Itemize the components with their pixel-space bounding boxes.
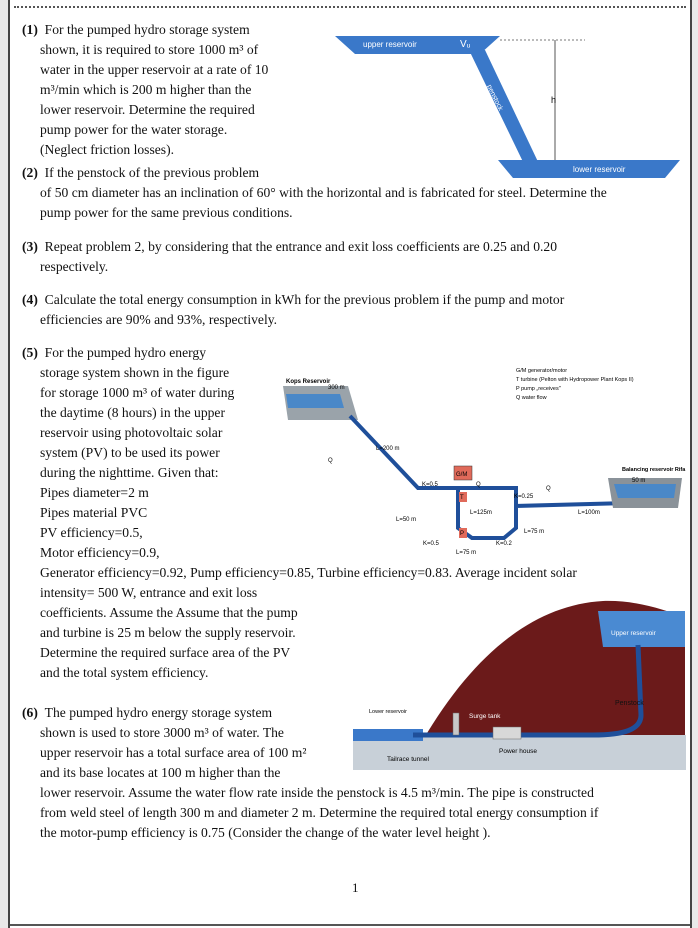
velocity-label: Vᵤ <box>460 39 471 50</box>
lower-reservoir-label: lower reservoir <box>573 165 626 174</box>
surge-tank <box>453 713 459 735</box>
upper-reservoir-title: Kops Reservoir <box>286 379 331 385</box>
gm-label: G/M <box>456 472 468 478</box>
length-50-label: L=50 m <box>396 517 417 523</box>
legend-item: G/M generator/motor <box>516 368 568 374</box>
lower-reservoir-water <box>353 729 423 741</box>
problem-1-line: shown, it is required to store 1000 m³ of <box>40 42 259 57</box>
problem-5-number: (5) <box>22 345 38 360</box>
problem-6-line: upper reservoir has a total surface area of 100 m² <box>40 745 307 760</box>
problem-2-number: (2) <box>22 165 38 180</box>
penstock-label: Penstock <box>615 700 644 707</box>
problem-5-line: Determine the required surface area of the PV <box>40 645 291 660</box>
problem-4-number: (4) <box>22 292 38 307</box>
problem-5-line: coefficients. Assume the Assume that the pump <box>40 605 298 620</box>
length-100-label: L=100m <box>578 510 600 516</box>
height-label: h <box>551 95 557 105</box>
problem-5-line: PV efficiency=0.5, <box>40 525 143 540</box>
flow-label: Q <box>546 486 551 492</box>
legend-item: T turbine (Pelton with Hydropower Plant Kops II) <box>516 377 634 383</box>
balancing-reservoir-title: Balancing reservoir Rifa <box>622 467 686 473</box>
problem-5-line: for storage 1000 m³ of water during <box>40 385 235 400</box>
figure-pumped-storage-mountain <box>353 595 686 770</box>
flow-label: Q <box>328 458 333 464</box>
pump-label: P <box>460 531 465 537</box>
figure-pumped-storage-system <box>278 358 686 558</box>
problem-3-number: (3) <box>22 239 38 254</box>
penstock-shape <box>469 50 540 166</box>
problem-6-line: The pumped hydro energy storage system <box>44 705 273 720</box>
problem-5-line: reservoir using photovoltaic solar <box>40 425 223 440</box>
problem-1-line: (Neglect friction losses). <box>40 142 175 157</box>
problem-4-line: efficiencies are 90% and 93%, respectively. <box>40 312 278 327</box>
problem-5-line: the daytime (8 hours) in the upper <box>40 405 225 420</box>
problem-1-line: water in the upper reservoir at a rate of 10 <box>40 62 269 77</box>
problem-5-line: Pipes material PVC <box>40 505 148 520</box>
problem-6-line: shown is used to store 3000 m³ of water. The <box>40 725 284 740</box>
upper-reservoir-level: 300 m <box>328 385 345 391</box>
problem-6-line: the motor-pump efficiency is 0.75 (Consider the change of the water level height ). <box>40 825 491 840</box>
turbine-label: T <box>460 495 464 501</box>
length-75-label: L=75 m <box>456 550 477 556</box>
problem-1 <box>22 20 312 160</box>
pipe-network <box>350 416 628 538</box>
problem-6-line: and its base locates at 100 m higher than the <box>40 765 281 780</box>
problem-5-column <box>22 343 262 563</box>
top-dotted-rule <box>14 6 686 8</box>
upper-reservoir-water <box>598 611 685 647</box>
surge-tank-label: Surge tank <box>469 713 501 720</box>
problem-2 <box>22 163 684 223</box>
upper-reservoir-label: upper reservoir <box>363 40 417 49</box>
legend-item: P pump „receives" <box>516 386 561 392</box>
length-75-label: L=75 m <box>524 529 545 535</box>
k05-label: K=0.5 <box>422 482 438 488</box>
problem-5-after <box>40 583 340 683</box>
problem-5-line: intensity= 500 W, entrance and exit loss <box>40 585 258 600</box>
problem-4 <box>22 290 684 330</box>
problem-5-line: storage system shown in the figure <box>40 365 230 380</box>
problem-1-number: (1) <box>22 22 38 37</box>
k025-label: K=0.25 <box>514 494 534 500</box>
problem-5-line: Pipes diameter=2 m <box>40 485 149 500</box>
problem-2-line: of 50 cm diameter has an inclination of 60° with the horizontal and is fabricated for steel. Determine the <box>40 185 607 200</box>
upper-reservoir-water <box>286 394 344 408</box>
upper-reservoir-label: Upper reservoir <box>611 630 656 637</box>
problem-1-line: m³/min which is 200 m higher than the <box>40 82 252 97</box>
problem-6-line: from weld steel of length 300 m and diameter 2 m. Determine the required total energy consumption if <box>40 805 599 820</box>
problem-1-line: lower reservoir. Determine the required <box>40 102 255 117</box>
flow-label: Q <box>476 482 481 488</box>
problem-5-line: For the pumped hydro energy <box>44 345 206 360</box>
problem-3 <box>22 237 684 277</box>
problem-4-line: Calculate the total energy consumption in kWh for the previous problem if the pump and motor <box>44 292 565 307</box>
length-125-label: L=125m <box>470 510 492 516</box>
problem-1-line: For the pumped hydro storage system <box>44 22 250 37</box>
tailrace-label: Tailrace tunnel <box>387 756 429 763</box>
problem-5-line: during the nighttime. Given that: <box>40 465 219 480</box>
problem-5-full-line: Generator efficiency=0.92, Pump efficiency=0.85, Turbine efficiency=0.83. Average incident solar <box>40 565 577 580</box>
length-200-label: L=200 m <box>376 446 400 452</box>
problem-2-line: pump power for the same previous conditions. <box>40 205 293 220</box>
k02-label: K=0.2 <box>496 541 512 547</box>
problem-5-line: Motor efficiency=0.9, <box>40 545 160 560</box>
balancing-reservoir-water <box>614 484 676 498</box>
bottom-rule <box>10 924 690 926</box>
problem-3-line: Repeat problem 2, by considering that the entrance and exit loss coefficients are 0.25 and 0.20 <box>44 239 558 254</box>
problem-6-column <box>22 703 350 783</box>
problem-6-number: (6) <box>22 705 38 720</box>
problem-3-line: respectively. <box>40 259 109 274</box>
problem-5-line: system (PV) to be used its power <box>40 445 220 460</box>
power-house-box <box>493 727 521 739</box>
balancing-reservoir-level: 50 m <box>632 478 646 484</box>
problem-2-line: If the penstock of the previous problem <box>44 165 260 180</box>
problem-5-line: and turbine is 25 m below the supply reservoir. <box>40 625 296 640</box>
penstock-label: penstock <box>485 83 504 113</box>
lower-reservoir-label: Lower reservoir <box>369 709 407 715</box>
problem-5-line: and the total system efficiency. <box>40 665 209 680</box>
problem-6-line: lower reservoir. Assume the water flow rate inside the penstock is 4.5 m³/min. The pipe is constructed <box>40 785 594 800</box>
legend-item: Q water flow <box>516 395 547 401</box>
problem-6-full <box>40 783 684 843</box>
page <box>8 0 692 928</box>
page-number: 1 <box>352 880 359 895</box>
k05-label: K=0.5 <box>423 541 439 547</box>
problem-1-line: pump power for the water storage. <box>40 122 228 137</box>
power-house-label: Power house <box>499 748 537 755</box>
